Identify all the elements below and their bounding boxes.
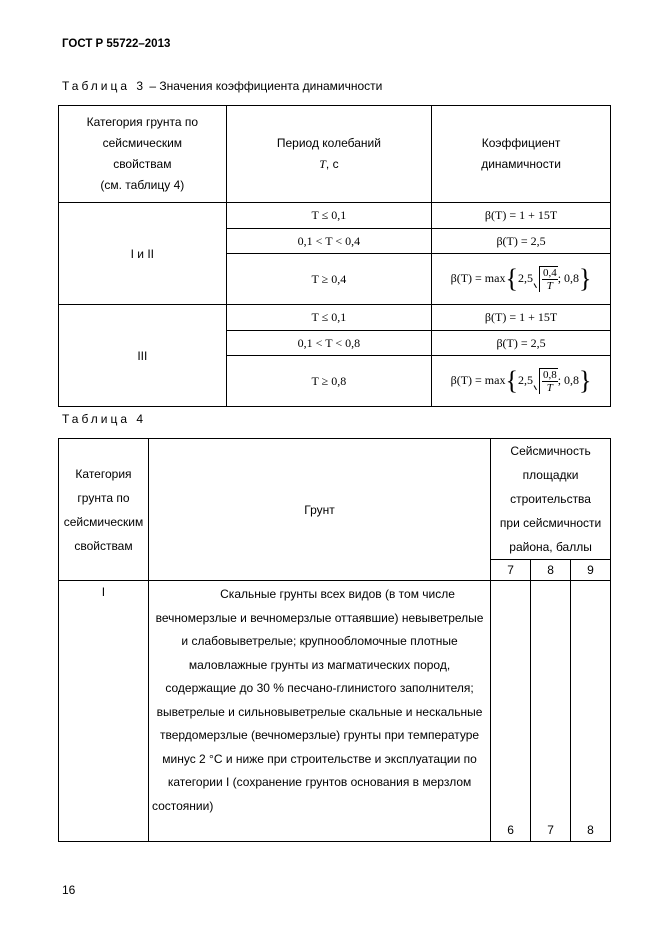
table4-header-seismicity-line: площадки: [522, 468, 579, 482]
table4-caption: [62, 412, 146, 426]
table4-caption-text: Таблица 4: [62, 412, 147, 426]
table3-header-coefficient: [432, 106, 611, 203]
table3-header-period-line: Период колебаний: [276, 136, 381, 150]
table4-header-category-line: Категория: [75, 466, 132, 481]
table3-caption: [62, 79, 382, 93]
coefficient-prefix: β(T) = max: [450, 372, 506, 387]
period-cell: T ≥ 0,8: [226, 356, 431, 407]
table4-header-col-7: 7: [491, 560, 531, 581]
table4-header-category-line: свойствам: [74, 538, 133, 553]
period-unit: , с: [325, 157, 339, 171]
coefficient-a: 2,5: [517, 270, 533, 285]
table4-header-seismicity-line: при сейсмичности: [499, 516, 602, 530]
fraction-denominator: [542, 280, 558, 292]
document-id: ГОСТ Р 55722–2013: [62, 38, 171, 50]
sqrt-sign: [539, 368, 558, 394]
table4-category-cell: I: [59, 581, 149, 842]
coefficient-cell: β(T) = 2,5: [432, 331, 611, 356]
right-brace: }: [579, 366, 592, 395]
coefficient-cell: β(T) = 1 + 15T: [432, 305, 611, 331]
table-row: [59, 305, 611, 331]
fraction: [542, 369, 558, 394]
table3-caption-text: – Значения коэффициента динамичности: [146, 79, 383, 93]
period-cell: T ≥ 0,4: [226, 254, 431, 305]
table4-header-category: [59, 439, 149, 581]
table4-header-soil: Грунт: [148, 439, 490, 581]
table3-header-period-line: [227, 154, 431, 175]
table4-header-category-line: сейсмическим: [63, 514, 144, 529]
table4-header-col-9: 9: [571, 560, 611, 581]
table3-header-category-line: Категория грунта по: [86, 115, 199, 129]
table3: [58, 105, 611, 407]
table4-header-seismicity-line: Сейсмичность: [510, 444, 591, 458]
table3-header-category-line: сейсмическим: [102, 136, 183, 150]
table3-header-period: [226, 106, 431, 203]
table4-header-seismicity: [491, 439, 611, 560]
table4-value-8: 7: [531, 581, 571, 842]
table-row: [59, 203, 611, 229]
table4-soil-text: Скальные грунты всех видов (в том числе вечномерзлые и вечномерзлые оттаявшие) невыветрелые и слабовыветрелые; крупнообломочные плотные маловлажные грунты из магматических пород, содержащие до 30 % песчано-глинистого заполнителя; выветрелые и сильновыветрелые скальные и нескальные твердомерзлые (вечномерзлые) грунты при температуре минус 2 °С и ниже при строительстве и эксплуатации по категории I (сохранение грунтов основания в мерзлом состоянии): [151, 587, 484, 813]
coefficient-a: 2,5: [517, 372, 533, 387]
fraction-numerator: 0,8: [542, 369, 557, 381]
coefficient-cell: [432, 254, 611, 305]
period-symbol: T: [546, 280, 553, 292]
period-symbol: T: [546, 382, 553, 394]
table3-header-row: [59, 106, 611, 203]
period-cell: T ≤ 0,1: [226, 305, 431, 331]
coefficient-b: ; 0,8: [557, 270, 580, 285]
table3-caption-prefix: Таблица 3: [62, 79, 147, 93]
fraction-numerator: 0,4: [542, 267, 557, 279]
table3-category-cell: I и II: [59, 203, 227, 305]
left-brace: {: [505, 264, 518, 293]
table3-header-category: [59, 106, 227, 203]
page-number: 16: [62, 883, 76, 897]
left-brace: {: [505, 366, 518, 395]
table4-value-9: 8: [571, 581, 611, 842]
table3-header-coefficient-line: динамичности: [481, 157, 561, 171]
table4-soil-cell: [148, 581, 490, 842]
table4: [58, 438, 611, 842]
period-cell: T ≤ 0,1: [226, 203, 431, 229]
right-brace: }: [579, 264, 592, 293]
table4-header-col-8: 8: [531, 560, 571, 581]
fraction-denominator: [542, 382, 558, 394]
fraction: [542, 267, 558, 292]
coefficient-cell: [432, 356, 611, 407]
table3-header-category-line: (см. таблицу 4): [100, 178, 185, 192]
table3-category-cell: III: [59, 305, 227, 407]
table-row: [59, 581, 611, 842]
period-cell: 0,1 < T < 0,8: [226, 331, 431, 356]
sqrt-sign: [539, 266, 558, 292]
period-cell: 0,1 < T < 0,4: [226, 229, 431, 254]
table4-header-seismicity-line: строительства: [510, 492, 591, 506]
table4-header-seismicity-line: района, баллы: [509, 540, 592, 554]
coefficient-cell: β(T) = 1 + 15T: [432, 203, 611, 229]
table3-header-coefficient-line: Коэффициент: [481, 136, 561, 150]
coefficient-prefix: β(T) = max: [450, 270, 506, 285]
table4-value-7: 6: [491, 581, 531, 842]
table4-header-row: [59, 439, 611, 560]
table3-header-category-line: свойствам: [113, 157, 172, 171]
period-symbol: T: [319, 157, 326, 171]
table4-header-category-line: грунта по: [77, 490, 130, 505]
coefficient-b: ; 0,8: [557, 372, 580, 387]
coefficient-cell: β(T) = 2,5: [432, 229, 611, 254]
